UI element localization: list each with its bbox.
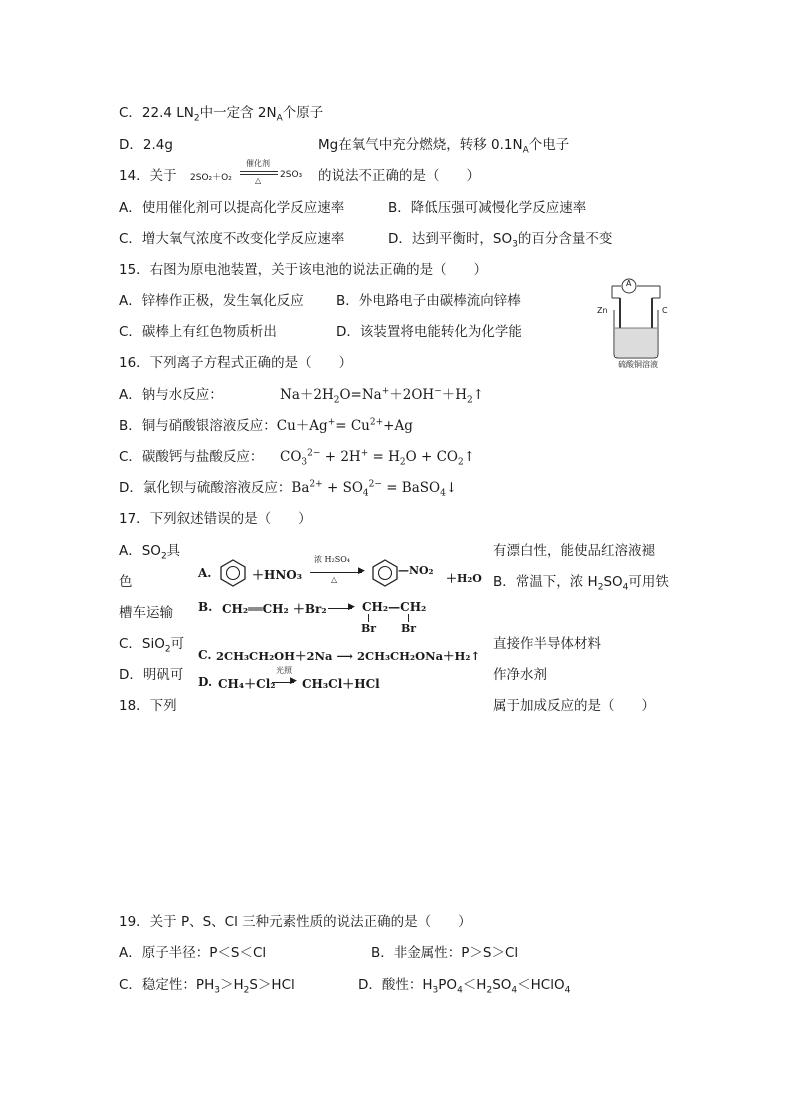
q17-option-c-continued: 直接作半导体材料 bbox=[493, 636, 601, 652]
q14-option-a: A．使用催化剂可以提高化学反应速率 bbox=[119, 200, 345, 216]
q16-option-c-label: C．碳酸钙与盐酸反应： bbox=[119, 449, 264, 465]
c-electrode-label: C bbox=[662, 306, 668, 315]
rxn-d-reactants: CH₄＋Cl₂ bbox=[218, 677, 276, 691]
reaction-options-image: A. ＋HNO₃ 浓 H₂SO₄ ▶ △ —NO₂ ＋H₂O B. CH₂══CH₂ ＋Br₂ ▶ CH₂—CH₂ Br Br C. 2CH₃CH₂OH＋2Na ⟶ 2CH₃CH₂ONa＋H₂↑ D. CH₄＋Cl₂ 光照 ▶ CH₃Cl＋HCl bbox=[198, 555, 482, 691]
q19-option-a: A．原子半径：P＜S＜Cl bbox=[119, 945, 267, 961]
q16-option-a-label: A．钠与水反应： bbox=[119, 387, 223, 403]
rxn-a-condition-bottom: △ bbox=[331, 575, 338, 584]
q16-option-d: D．氯化钡与硫酸溶液反应：$Ba^{2+} + SO_4^{2-}$ = BaSO$_4$↓ bbox=[119, 479, 458, 499]
rxn-d-products: CH₃Cl＋HCl bbox=[302, 677, 380, 691]
q17-option-a-start: A．$SO_2$具 bbox=[119, 543, 181, 562]
q17-option-a-continued: 有漂白性，能使品红溶液褪 bbox=[493, 543, 655, 559]
q17-stem: 17．下列叙述错误的是（ ） bbox=[119, 511, 312, 527]
q14-option-c: C．增大氧气浓度不改变化学反应速率 bbox=[119, 231, 345, 247]
q13-option-c: C．22.4 $LN_2$中一定含 $2N_A$个原子 bbox=[119, 105, 324, 124]
benzene-ring-product bbox=[370, 558, 400, 588]
q14-option-b: B．降低压强可减慢化学反应速率 bbox=[388, 200, 587, 216]
q15-option-a: A．锌棒作正极，发生氧化反应 bbox=[119, 293, 304, 309]
rxn-a-hno3: ＋HNO₃ bbox=[252, 568, 303, 582]
q15-stem: 15．右图为原电池装置，关于该电池的说法正确的是（ ） bbox=[119, 262, 488, 278]
rxn-a-water: ＋H₂O bbox=[446, 572, 482, 585]
q14-equation: 2SO₂＋O₂ 催化剂 △ 2SO₃ bbox=[190, 159, 303, 185]
rxn-a-nitro: —NO₂ bbox=[398, 564, 434, 577]
q16-option-b: B．铜与硝酸银溶液反应：$Cu+Ag^+= Cu^{2+}+Ag$ bbox=[119, 417, 413, 434]
rxn-b-bromine-1: Br bbox=[361, 622, 377, 635]
q19-option-d: D．酸性：$H_3PO_4<H_2SO_4<HClO_4$ bbox=[358, 977, 571, 996]
q17-option-d-start: D．明矾可 bbox=[119, 667, 184, 683]
q14-option-d: D．达到平衡时，$SO_3$的百分含量不变 bbox=[388, 231, 613, 250]
rxn-b-reactants: CH₂══CH₂ ＋Br₂ bbox=[222, 602, 327, 616]
solution-label: 硫酸铜溶液 bbox=[618, 360, 658, 369]
q19-stem: 19．关于 P、S、Cl 三种元素性质的说法正确的是（ ） bbox=[119, 914, 472, 930]
rxn-d-condition: 光照 bbox=[276, 666, 292, 675]
q17-option-d-continued: 作净水剂 bbox=[493, 667, 547, 683]
q19-option-c: C．稳定性：$PH_3>H_2S>HCl$ bbox=[119, 977, 295, 996]
q18-stem-start: 18．下列 bbox=[119, 698, 177, 714]
q19-option-b: B．非金属性：P＞S＞Cl bbox=[371, 945, 519, 961]
rxn-a-condition-top: 浓 H₂SO₄ bbox=[314, 555, 350, 564]
q17-option-b-tail: 槽车运输 bbox=[119, 605, 173, 621]
q15-option-c: C．碳棒上有红色物质析出 bbox=[119, 324, 277, 340]
q14-stem-question: 的说法不正确的是（ ） bbox=[318, 168, 480, 184]
rxn-b-label: B. bbox=[198, 600, 213, 614]
q15-option-b: B．外电路电子由碳棒流向锌棒 bbox=[336, 293, 521, 309]
rxn-c-label: C. bbox=[198, 648, 212, 662]
rxn-b-bromine-2: Br bbox=[401, 622, 417, 635]
zn-electrode-label: Zn bbox=[597, 306, 608, 315]
q15-option-d: D．该装置将电能转化为化学能 bbox=[336, 324, 522, 340]
benzene-ring-reactant bbox=[218, 558, 248, 588]
q13-option-d-rest: Mg在氧气中充分燃烧，转移 $0.1N_A$个电子 bbox=[318, 137, 570, 156]
q16-option-c-equation: $CO_3^{2-} + 2H^+ = H_2O$ + $CO_2↑$ bbox=[280, 448, 476, 468]
rxn-d-label: D. bbox=[198, 675, 213, 689]
rxn-a-label: A. bbox=[198, 566, 212, 580]
q17-option-c-start: C．SiO$_2$可 bbox=[119, 636, 185, 655]
rxn-b-product: CH₂—CH₂ bbox=[362, 600, 427, 614]
q13-option-d-prefix: D．2.4g bbox=[119, 137, 173, 153]
q16-stem: 16．下列离子方程式正确的是（ ） bbox=[119, 355, 353, 371]
q14-stem-prefix: 14．关于 bbox=[119, 168, 177, 184]
q16-option-a-equation: $Na+2H_2O=Na^++2OH^-+H_2↑$ bbox=[280, 386, 485, 406]
q17-option-b: B．常温下，浓 $H_2SO_4$可用铁 bbox=[493, 574, 669, 593]
galvanic-cell-diagram bbox=[596, 272, 676, 372]
q17-option-a-tail: 色 bbox=[119, 574, 133, 590]
q18-stem-continued: 属于加成反应的是（ ） bbox=[493, 698, 655, 714]
ammeter-label: A bbox=[626, 279, 632, 288]
galvanic-cell-figure bbox=[596, 272, 676, 372]
rxn-c-equation: 2CH₃CH₂OH＋2Na ⟶ 2CH₃CH₂ONa＋H₂↑ bbox=[216, 649, 481, 663]
